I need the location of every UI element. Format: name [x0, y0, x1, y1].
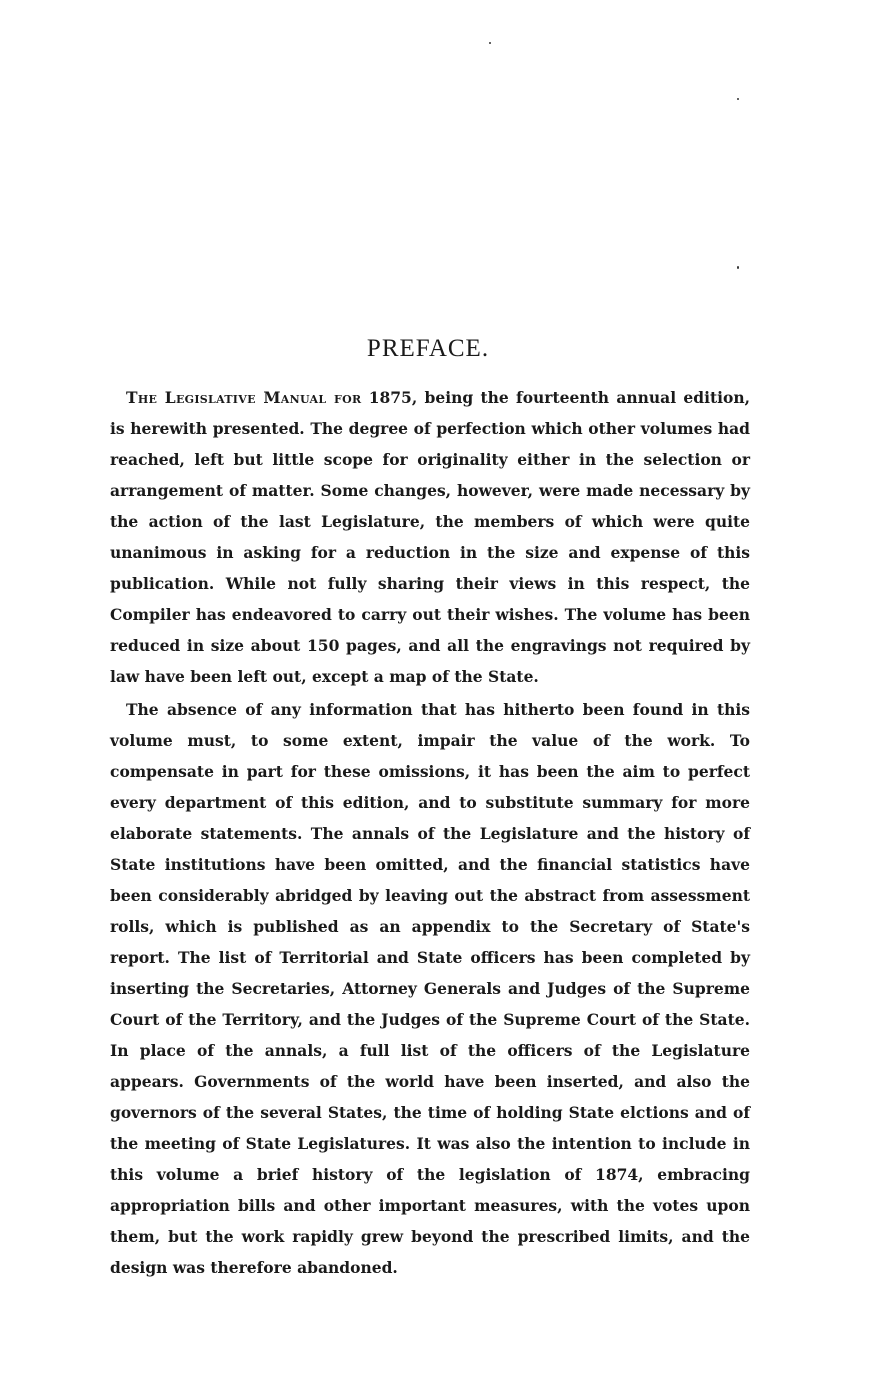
preface-body [110, 382, 750, 1285]
print-speck [737, 266, 739, 269]
paragraph-1 [110, 382, 750, 692]
paragraph-1-text: 1875, being the fourteenth annual edition, is herewith presented. The degree of perfection which other volumes had reached, left but little scope for originality either in the selection or arrangement of matter. Some changes, however, were made necessary by the action of the last Legislature, the members of which were quite unanimous in asking for a reduction in the size and expense of this publication. While not fully sharing their views in this respect, the Compiler has endeavored to carry out their wishes. The volume has been reduced in size about 150 pages, and all the engravings not required by law have been left out, except a map of the State. [110, 388, 751, 686]
page-title: PREFACE. [366, 334, 490, 362]
print-speck [489, 42, 491, 44]
print-speck [737, 98, 739, 100]
paragraph-2: The absence of any information that has hitherto been found in this volume must, to some extent, impair the value of the work. To compensate in part for these omissions, it has been the aim to perfect every department of this edition, and to substitute summary for more elaborate statements. The annals of the Legislature and the history of State institutions have been omitted, and the financial statistics have been considerably abridged by leaving out the abstract from assessment rolls, which is published as an appendix to the Secretary of State's report. The list of Territorial and State officers has been completed by inserting the Secretaries, Attorney Generals and Judges of the Supreme Court of the Territory, and the Judges of the Supreme Court of the State. In place of the annals, a full list of the officers of the Legislature appears. Governments of the world have been inserted, and also the governors of the several States, the time of holding State elctions and of the meeting of State Legislatures. It was also the intention to include in this volume a brief history of the legislation of 1874, embracing appropriation bills and other important measures, with the votes upon them, but the work rapidly grew beyond the prescribed limits, and the design was therefore abandoned. [110, 700, 750, 1277]
opening-small-caps: The Legislative Manual for [126, 388, 362, 407]
